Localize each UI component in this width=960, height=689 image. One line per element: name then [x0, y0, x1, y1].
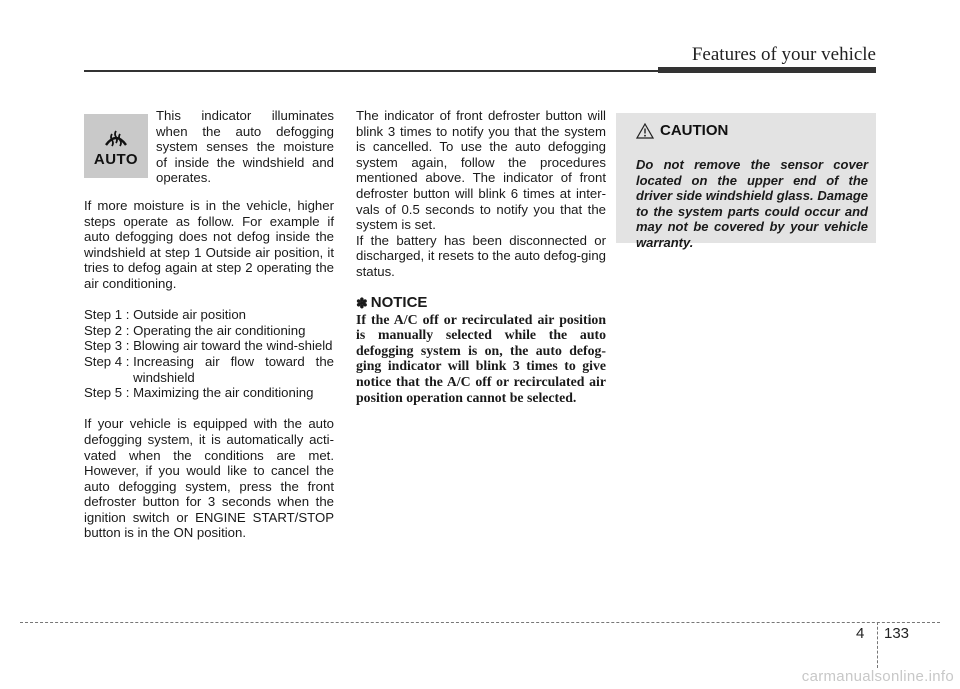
indicator-section [84, 108, 334, 190]
footer-divider [877, 622, 878, 668]
footer-rule [20, 622, 940, 623]
notice-star-icon: ✽ [356, 294, 368, 311]
step-label: Step 4 : [84, 353, 134, 369]
battery-reset-paragraph: If the battery has been disconnected or discharged, it resets to the auto defog-ging status. [356, 232, 606, 279]
chapter-number: 4 [856, 625, 865, 642]
watermark: carmanualsonline.info [801, 668, 954, 685]
step-text: Operating the air conditioning [133, 322, 306, 338]
caution-heading [636, 122, 728, 139]
step-label: Step 1 : [84, 307, 134, 323]
notice-heading [356, 294, 606, 312]
step-label: Step 3 : [84, 338, 134, 354]
page-header-title: Features of your vehicle [691, 44, 876, 65]
step-item [84, 307, 334, 323]
defroster-blink-paragraph: The indicator of front defroster button will blink 3 times to notify you that the system is cancelled. To use the auto defogging system again, follow the procedures mentioned above. The indicator of front defroster button will blink 6 times at inter-vals of 0.5 seconds to notify you that the system is set. [356, 108, 606, 233]
step-text: Increasing air flow toward the windshield [133, 353, 334, 385]
caution-box [616, 113, 876, 250]
step-text: Blowing air toward the wind-shield [133, 338, 333, 354]
step-item [84, 385, 334, 401]
notice-title: NOTICE [370, 293, 428, 311]
step-item [84, 354, 334, 385]
auto-defog-badge [84, 114, 148, 178]
step-label: Step 2 : [84, 322, 134, 338]
step-item [84, 338, 334, 354]
auto-defog-cancel-paragraph: If your vehicle is equipped with the auto defogging system, it is automatically acti-vated when the conditions are met. However, if you would like to cancel the auto defogging system, press the front defroster button for 3 seconds when the ignition switch or ENGINE START/STOP button is in the ON position. [84, 416, 334, 541]
header-rule-accent [658, 67, 876, 73]
moisture-paragraph: If more moisture is in the vehicle, higher steps operate as follow. For example if auto defogging does not defog inside the windshield at step 1 Outside air position, it tries to defog again at step 2 operating the air conditioning. [84, 198, 334, 291]
step-text: Outside air position [133, 307, 247, 323]
step-text: Maximizing the air conditioning [133, 385, 314, 401]
notice-body: If the A/C off or recirculated air position is manually selected while the auto defogging system is on, the auto defog-ging indicator will blink 3 times to give notice that the A/C off or recirculated air position operation cannot be selected. [356, 311, 606, 405]
caution-title: CAUTION [660, 122, 729, 139]
warning-triangle-icon [636, 123, 654, 139]
caution-body: Do not remove the sensor cover located on the upper end of the driver side windshield glass. Damage to the system parts could occur and may not be covered by your vehicle warranty. [636, 157, 868, 250]
auto-badge-label: AUTO [93, 151, 139, 168]
step-item [84, 323, 334, 339]
page-number: 133 [884, 625, 910, 642]
left-column [84, 108, 334, 541]
step-label: Step 5 : [84, 385, 134, 401]
defroster-icon [103, 125, 129, 151]
middle-column [356, 108, 606, 405]
indicator-description: This indicator illuminates when the auto defogging system senses the moisture of inside the windshield and operates. [156, 108, 334, 186]
